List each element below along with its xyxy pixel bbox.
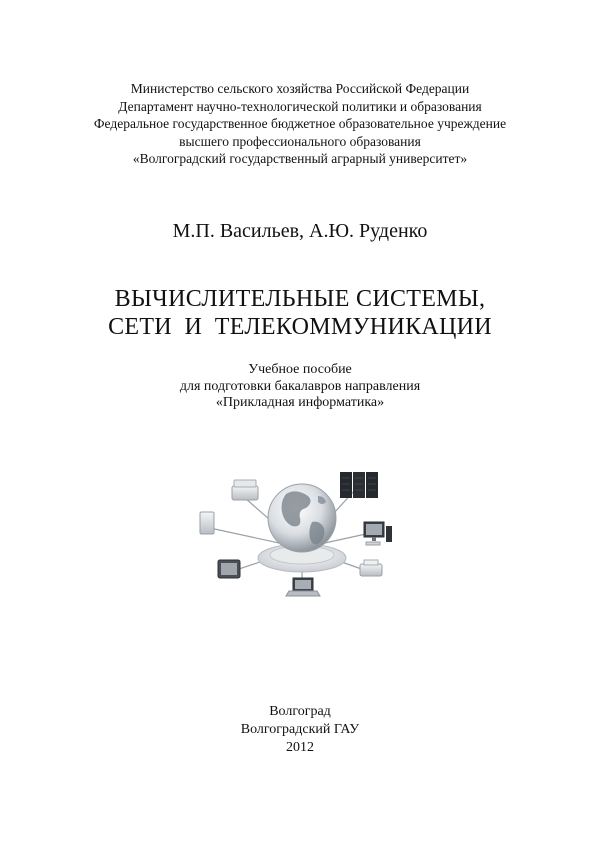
subtitle-line-purpose: для подготовки бакалавров направления — [179, 378, 421, 394]
book-title — [0, 285, 600, 341]
imprint — [0, 703, 600, 757]
header-line-education-level: высшего профессионального образования — [179, 133, 421, 149]
book-title-line-1: ВЫЧИСЛИТЕЛЬНЫЕ СИСТЕМЫ, — [114, 286, 486, 312]
header-line-institution-type: Федеральное государственное бюджетное образовательное учреждение — [93, 116, 507, 131]
header-line-university: «Волгоградский государственный аграрный университет» — [132, 151, 468, 166]
imprint-publisher: Волгоградский ГАУ — [240, 722, 360, 737]
imprint-year: 2012 — [286, 740, 314, 755]
book-title-line-2: СЕТИ И ТЕЛЕКОММУНИКАЦИИ — [108, 314, 492, 340]
subtitle-line-direction: «Прикладная информатика» — [215, 395, 385, 410]
header-line-department: Департамент научно-технологической политики и образования — [118, 98, 482, 114]
book-subtitle — [0, 362, 600, 412]
subtitle-line-type: Учебное пособие — [248, 362, 352, 377]
imprint-city: Волгоград — [269, 704, 331, 719]
header-line-ministry: Министерство сельского хозяйства Российской Федерации — [130, 81, 470, 96]
authors: М.П. Васильев, А.Ю. Руденко — [172, 220, 428, 242]
network-globe-icon — [190, 460, 420, 630]
institution-header — [0, 80, 600, 168]
